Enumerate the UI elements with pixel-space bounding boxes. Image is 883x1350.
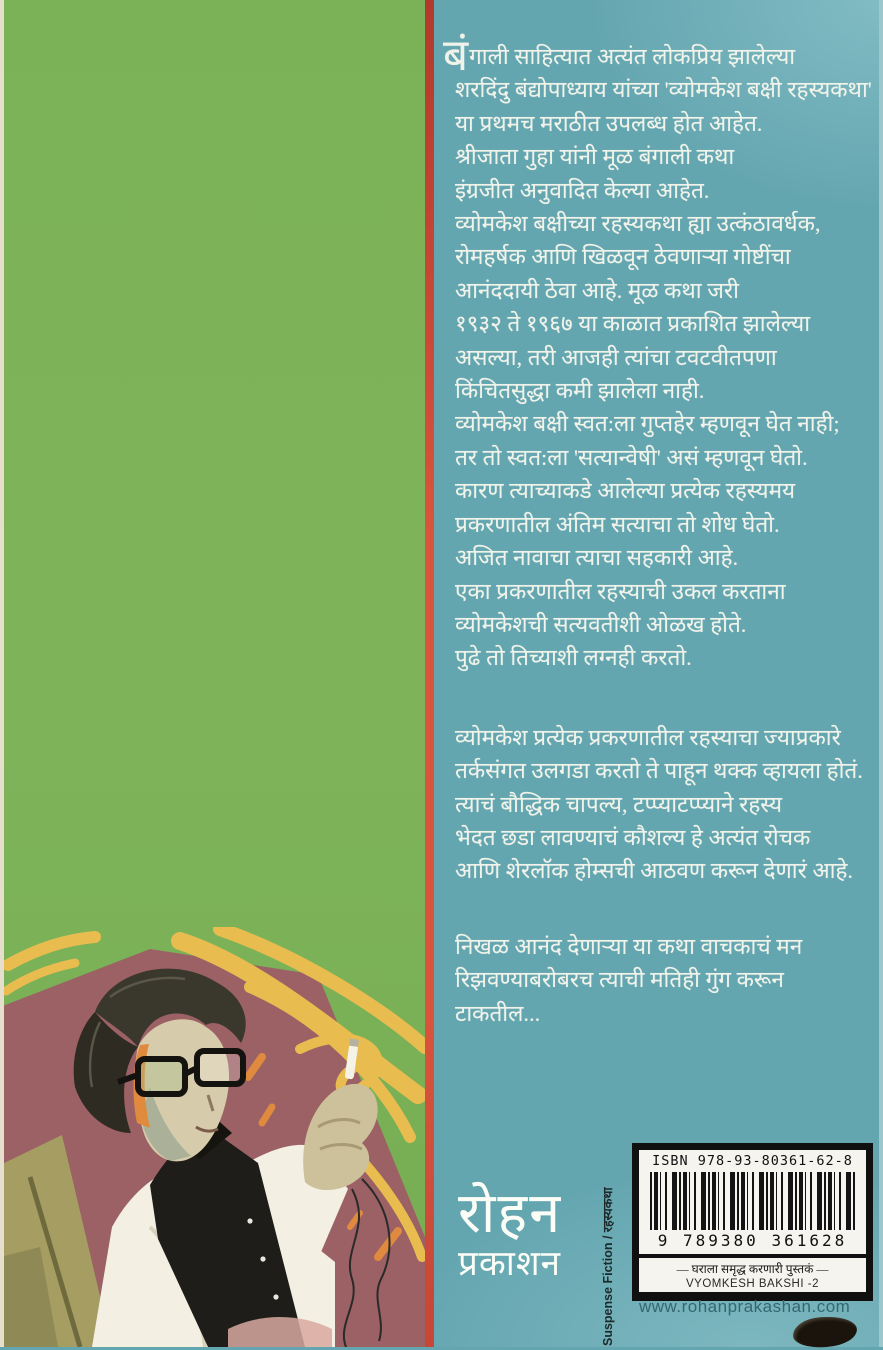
back-cover-blurb xyxy=(443,31,879,1030)
barcode-bars xyxy=(650,1172,855,1230)
red-divider-stripe xyxy=(425,0,434,1347)
blurb-line: व्योमकेश बक्षी स्वत:ला गुप्तहेर म्हणवून घेत नाही; xyxy=(455,411,840,437)
blurb-line: व्योमकेशची सत्यवतीशी ओळख होते. xyxy=(455,611,747,637)
publisher-website: www.rohanprakashan.com xyxy=(639,1297,851,1316)
blurb-line: त्याचं बौद्धिक चापल्य, टप्प्याटप्प्याने रहस्य xyxy=(455,791,783,817)
blurb-line: एका प्रकरणातील रहस्याची उकल करताना xyxy=(455,578,786,604)
blurb-paragraph-1-lines xyxy=(443,73,879,674)
blurb-line: १९३२ ते १९६७ या काळात प्रकाशित झालेल्या xyxy=(455,311,811,337)
genre-label-text: Suspense Fiction / रहस्यकथा xyxy=(601,1187,615,1346)
tagline-panel xyxy=(639,1258,866,1292)
publisher-logo xyxy=(458,1183,563,1283)
barcode-panel xyxy=(639,1150,866,1254)
blurb-line: असल्या, तरी आजही त्यांचा टवटवीतपणा xyxy=(455,344,777,370)
dropcap-initial: बं xyxy=(443,31,469,80)
blurb-line: प्रकरणातील अंतिम सत्याचा तो शोध घेतो. xyxy=(455,511,780,537)
barcode-box xyxy=(632,1143,873,1301)
publisher-tagline: — घराला समृद्ध करणारी पुस्तकं — xyxy=(676,1262,829,1276)
page-left-edge xyxy=(0,0,4,1347)
isbn-text: ISBN 978-93-80361-62-8 xyxy=(652,1153,853,1169)
blurb-line: या प्रथमच मराठीत उपलब्ध होत आहेत. xyxy=(455,110,763,136)
detective-illustration xyxy=(0,927,425,1347)
blurb-line: रोमहर्षक आणि खिळवून ठेवणाऱ्या गोष्टींचा xyxy=(455,244,791,270)
green-panel xyxy=(0,0,425,1347)
blurb-line: श्रीजाता गुहा यांनी मूळ बंगाली कथा xyxy=(455,144,735,170)
blurb-first-line xyxy=(443,31,879,80)
blurb-line: अजित नावाचा त्याचा सहकारी आहे. xyxy=(455,545,739,571)
blurb-line: किंचितसुद्धा कमी झालेला नाही. xyxy=(455,378,705,404)
blurb-line: आनंददायी ठेवा आहे. मूळ कथा जरी xyxy=(455,277,739,303)
blurb-first-line-text: गाली साहित्यात अत्यंत लोकप्रिय झालेल्या xyxy=(469,44,796,69)
blurb-line: इंग्रजीत अनुवादित केल्या आहेत. xyxy=(455,177,710,203)
publisher-name-line2: प्रकाशन xyxy=(458,1244,562,1283)
blurb-line: निखळ आनंद देणाऱ्या या कथा वाचकाचं मन xyxy=(455,933,803,959)
blurb-line: टाकतील... xyxy=(455,1000,541,1026)
blurb-paragraph-1 xyxy=(443,31,879,675)
page-right-edge xyxy=(879,0,883,1347)
series-title: VYOMKESH BAKSHI -2 xyxy=(686,1278,819,1290)
blurb-paragraph-2 xyxy=(443,721,879,888)
blurb-line: तर तो स्वत:ला 'सत्यान्वेषी' असं म्हणवून घेतो. xyxy=(455,444,808,470)
blurb-line: व्योमकेश बक्षीच्या रहस्यकथा ह्या उत्कंठावर्धक, xyxy=(455,211,821,237)
blurb-line: तर्कसंगत उलगडा करतो ते पाहून थक्क व्हायला होतं. xyxy=(455,758,863,784)
barcode-digits: 9 789380 361628 xyxy=(657,1231,848,1250)
publisher-name-line1: रोहन xyxy=(458,1183,563,1245)
blurb-line: आणि शेरलॉक होम्सची आठवण करून देणारं आहे. xyxy=(455,858,854,884)
blurb-line: रिझवण्याबरोबरच त्याची मतिही गुंग करून xyxy=(455,967,784,993)
blurb-paragraph-3 xyxy=(443,930,879,1030)
blurb-line: शरदिंदु बंद्योपाध्याय यांच्या 'व्योमकेश बक्षी रहस्यकथा' xyxy=(455,77,872,103)
blurb-line: भेदत छडा लावण्याचं कौशल्य हे अत्यंत रोचक xyxy=(455,824,811,850)
blurb-line: पुढे तो तिच्याशी लग्नही करतो. xyxy=(455,645,692,671)
blurb-line: कारण त्याच्याकडे आलेल्या प्रत्येक रहस्यमय xyxy=(455,478,796,504)
blurb-line: व्योमकेश प्रत्येक प्रकरणातील रहस्याचा ज्याप्रकारे xyxy=(455,724,841,750)
